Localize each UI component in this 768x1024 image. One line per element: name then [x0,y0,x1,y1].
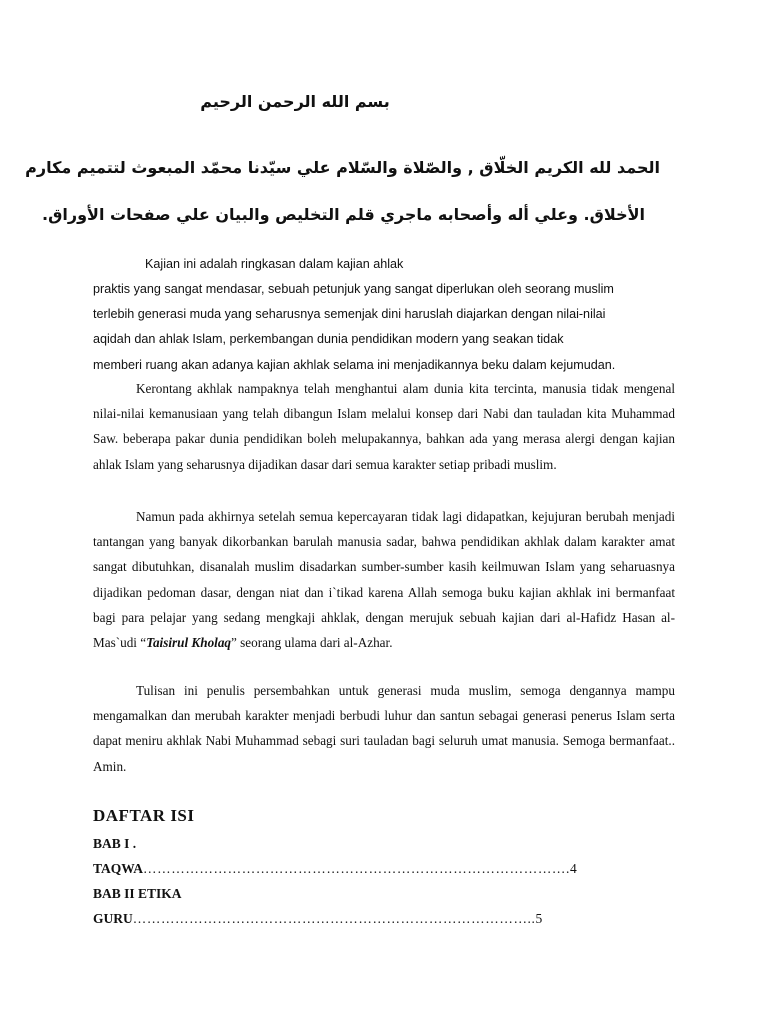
arabic-opening-line-1: الحمد لله الكريم الخلّاق , والصّلاة والسّلام علي سيّدنا محمّد المبعوث لتتميم مكارم [25,158,660,177]
toc-entry-title: TAQWA [93,861,144,876]
toc-page-number: 5 [535,911,543,926]
intro-paragraph-first-line: Kajian ini adalah ringkasan dalam kajian ahlak [145,257,404,271]
toc-entry-taqwa[interactable] [93,861,577,877]
toc-chapter-1: BAB I . [93,836,137,851]
book-title: Taisirul Kholaq [146,635,232,651]
intro-paragraph-line: terlebih generasi muda yang seharusnya semenjak dini haruslah diajarkan dengan nilai-nilai [93,307,606,322]
intro-paragraph-line: praktis yang sangat mendasar, sebuah petunjuk yang sangat diperlukan oleh seorang muslim [93,282,614,296]
toc-leader: ………………………………………………………………………….. [132,911,536,926]
toc-leader: ………………………………………………………………………………. [143,861,570,876]
toc-chapter-2: BAB II ETIKA [93,886,182,901]
intro-paragraph [93,277,683,378]
paragraph-tulisan: Tulisan ini penulis persembahkan untuk generasi muda muslim, semoga dengannya mampu mengamalkan dan merubah karakter menjadi berbudi luhur dan santun sebagai generasi penerus Islam serta dapat meniru akhlak Nabi Muhammad sebagi suri tauladan bagi seluruh umat manusia. Semoga bermanfaat.. Amin. [93,683,675,774]
intro-paragraph-line: aqidah dan ahlak Islam, perkembangan dunia pendidikan modern yang seakan tidak [93,332,564,347]
toc-entry-guru[interactable] [93,911,542,927]
basmala-heading: بسم الله الرحمن الرحيم [200,92,390,111]
intro-paragraph-line: memberi ruang akan adanya kajian akhlak selama ini menjadikannya beku dalam kejumudan. [93,357,616,372]
paragraph-kerontang: Kerontang akhlak nampaknya telah menghantui alam dunia kita tercinta, manusia tidak mengenal nilai-nilai kemanusiaan yang telah dibangun Islam melalui konsep dari Nabi dan tauladan kita Muhammad Saw. beberapa pakar dunia pendidikan boleh melupakannya, bahkan ada yang merasa alergi dengan kajian ahlak Islam yang seharusnya dijadikan dasar dari semua karakter setiap pribadi muslim. [93,381,675,472]
arabic-opening-line-2: الأخلاق. وعلي أله وأصحابه ماجري قلم التخليص والبيان علي صفحات الأوراق. [42,205,645,224]
paragraph-namun-text: Namun pada akhirnya setelah semua kepercayaran tidak lagi didapatkan, kejujuran berubah menjadi tantangan yang banyak dikorbankan barulah manusia sadar, bahwa pendidikan akhlak dalam karakter amat sangat dibutuhkan, disanalah muslim disadarkan sumber-sumber kasih keilmuwan Islam yang seharuasnya dijadikan pedoman dasar, dengan niat dan i`tikad karena Allah semoga buku kajian akhlak ini bermanfaat bagi para pelajar yang sedang mengkaji ahklak, dengan merujuk sebuah kajian dari al-Hafidz Hasan al-Mas`udi “ [93,509,675,651]
paragraph-namun [93,504,675,655]
toc-heading: DAFTAR ISI [93,806,195,825]
paragraph-namun-end: ” seorang ulama dari al-Azhar. [231,635,393,651]
toc-page-number: 4 [570,861,577,876]
toc-entry-title: GURU [93,911,133,926]
